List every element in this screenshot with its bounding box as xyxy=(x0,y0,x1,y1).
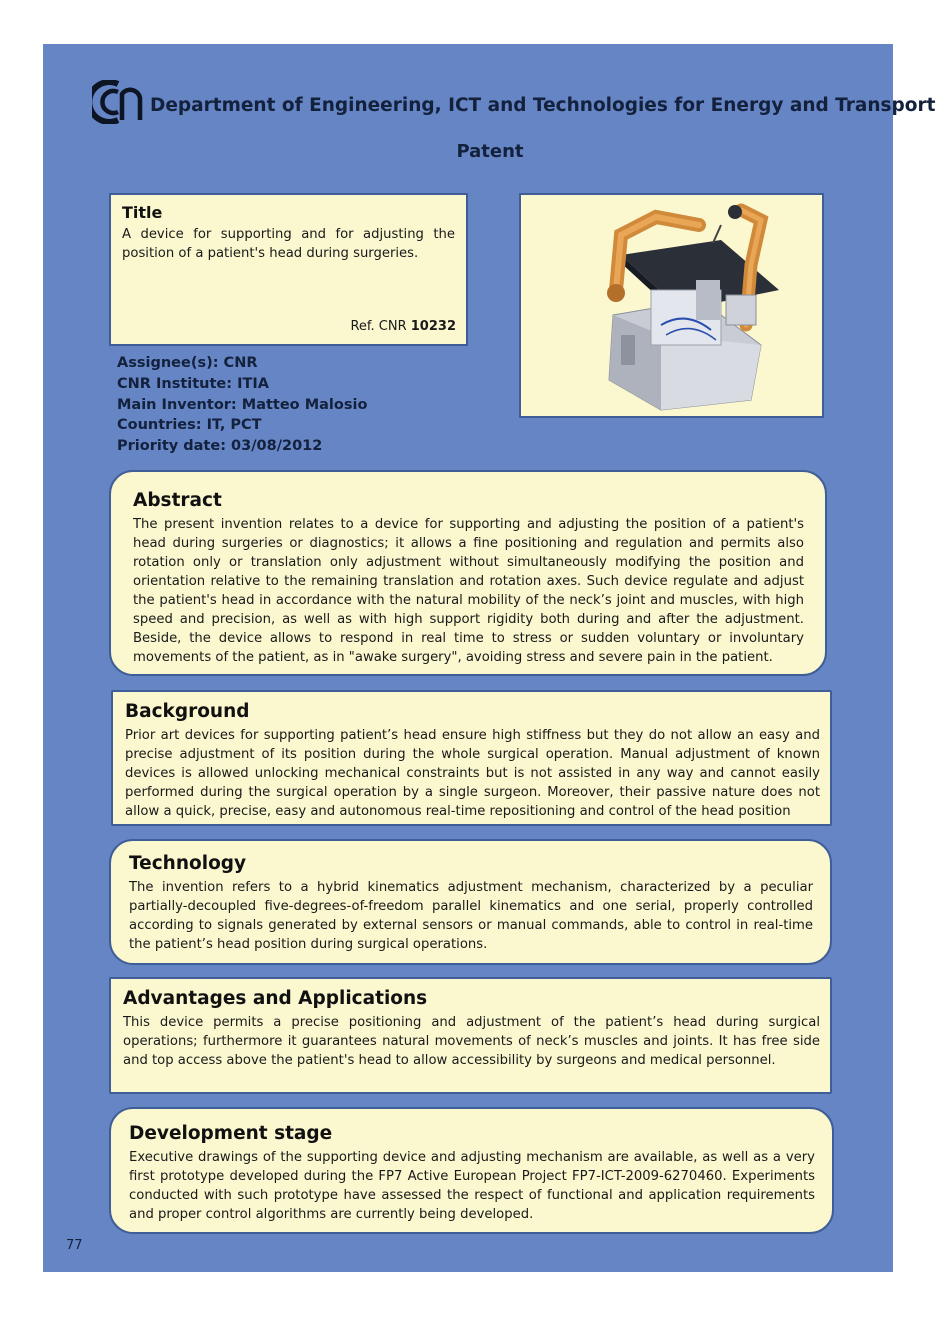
advantages-heading: Advantages and Applications xyxy=(123,988,428,1009)
background-text: Prior art devices for supporting patient’s head ensure high stiffness but they do not allow an easy and precise adjustment of its position during the whole surgical operation. Manual adjustment of known devices is allowed unlocking mechanical constraints but is not assisted in any way and cannot easily performed during the surgical operation by a single surgeon. Moreover, their passive nature does not allow a quick, precise, easy and autonomous real-time repositioning and control of the head position xyxy=(125,728,820,819)
technology-box xyxy=(109,839,832,965)
title-text: A device for supporting and for adjusting the position of a patient's head during surgeries. xyxy=(122,227,455,261)
background-box xyxy=(111,690,832,826)
countries: Countries: IT, PCT xyxy=(117,417,262,434)
abstract-text: The present invention relates to a device for supporting and adjusting the position of a patient's head during surgeries or diagnostics; it allows a fine positioning and regulation and permits also rotation only or translation only adjustment without simultaneously modifying the position and orientation relative to the remaining translation and rotation axes. Such device regulate and adjust the patient's head in accordance with the natural mobility of the neck’s joint and muscles, with high speed and precision, as well as with high support rigidity both during and after the adjustment. Beside, the device allows to respond in real time to stress or sudden voluntary or involuntary movements of the patient, as in "awake surgery", avoiding stress and severe pain in the patient. xyxy=(133,517,804,665)
title-box xyxy=(109,193,468,346)
priority-date: Priority date: 03/08/2012 xyxy=(117,438,323,455)
department-title: Department of Engineering, ICT and Technologies for Energy and Transport xyxy=(150,95,936,116)
main-inventor: Main Inventor: Matteo Malosio xyxy=(117,396,368,413)
background-heading: Background xyxy=(125,701,250,722)
advantages-text: This device permits a precise positioning and adjustment of the patient’s head during surgical operations; furthermore it guarantees natural movements of neck’s muscles and joints. It has free side and top access above the patient's head to allow accessibility by surgeons and medical personnel. xyxy=(123,1015,820,1068)
development-heading: Development stage xyxy=(129,1123,333,1144)
advantages-box xyxy=(109,977,832,1094)
technology-text: The invention refers to a hybrid kinematics adjustment mechanism, characterized by a peculiar partially-decoupled five-degrees-of-freedom parallel kinematics and one serial, properly controlled according to signals generated by external sensors or manual commands, able to control in real-time the patient’s head position during surgical operations. xyxy=(129,880,813,952)
title-heading: Title xyxy=(122,203,163,222)
cnr-logo-icon xyxy=(92,80,144,124)
document-type: Patent xyxy=(456,141,524,162)
surgical-robot-device-icon xyxy=(521,195,824,418)
cnr-institute: CNR Institute: ITIA xyxy=(117,375,270,392)
abstract-box xyxy=(109,470,827,676)
development-stage-box xyxy=(109,1107,834,1234)
device-image-box xyxy=(519,193,824,418)
technology-heading: Technology xyxy=(129,853,247,874)
assignee: Assignee(s): CNR xyxy=(117,355,258,371)
page-number: 77 xyxy=(66,1238,83,1253)
development-text: Executive drawings of the supporting device and adjusting mechanism are available, as well as a very first prototype developed during the FP7 Active European Project FP7-ICT-2009-6270460. Experiments conducted with such prototype have assessed the respect of functional and application requirements and proper control algorithms are currently being developed. xyxy=(129,1150,815,1222)
reference-prefix: Ref. CNR xyxy=(350,319,407,334)
reference-number: 10232 xyxy=(410,319,456,334)
patent-metadata xyxy=(117,353,367,457)
abstract-heading: Abstract xyxy=(133,490,222,511)
reference xyxy=(350,319,456,334)
